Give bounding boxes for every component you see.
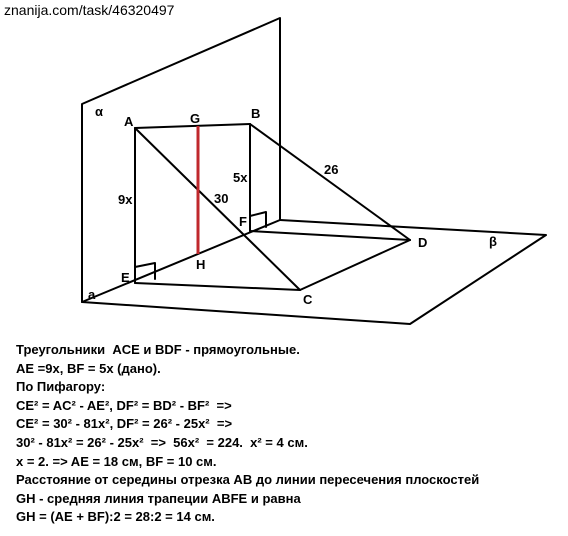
solution-line: AE =9x, BF = 5x (дано). xyxy=(16,360,161,376)
label-beta: β xyxy=(489,234,497,249)
label-point-d: D xyxy=(418,235,428,250)
segment-ac xyxy=(135,128,300,290)
right-angle-f xyxy=(250,212,266,227)
solution-line: По Пифагору: xyxy=(16,379,106,395)
label-length-bf: 5x xyxy=(233,170,248,185)
label-point-c: C xyxy=(303,292,313,307)
solution-line: 30² - 81x² = 26² - 25x² => 56x² = 224. x² = 4 см. xyxy=(16,434,308,450)
label-length-ae: 9x xyxy=(118,192,133,207)
intersection-line-a xyxy=(82,220,280,302)
solution-line: Расстояние от середины отрезка AB до линии пересечения плоскостей xyxy=(16,472,480,488)
solution-line: CE² = 30² - 81x², DF² = 26² - 25x² => xyxy=(16,416,233,432)
solution-line: CE² = AC² - AE², DF² = BD² - BF² => xyxy=(16,397,232,413)
solution-line: GH - средняя линия трапеции ABFE и равна xyxy=(16,490,301,506)
label-point-g: G xyxy=(190,111,201,126)
source-url: znanija.com/task/46320497 xyxy=(4,2,175,18)
label-point-a: A xyxy=(124,114,134,129)
label-length-bd: 26 xyxy=(324,162,339,177)
segment-cd xyxy=(300,240,410,290)
solution-line: GH = (AE + BF):2 = 28:2 = 14 см. xyxy=(16,509,215,525)
solution-text xyxy=(16,341,561,527)
label-point-e: E xyxy=(121,270,130,285)
label-line-a: a xyxy=(88,287,96,302)
solution-line: x = 2. => AE = 18 см, BF = 10 см. xyxy=(16,453,217,469)
segment-fd xyxy=(250,231,410,240)
label-point-h: H xyxy=(196,257,206,272)
label-point-f: F xyxy=(239,214,247,229)
label-alpha: α xyxy=(95,104,103,119)
segment-ec xyxy=(135,283,300,290)
label-point-b: B xyxy=(251,106,261,121)
label-length-ac: 30 xyxy=(214,191,229,206)
solution-line: Треугольники ACE и BDF - прямоугольные. xyxy=(16,342,300,357)
